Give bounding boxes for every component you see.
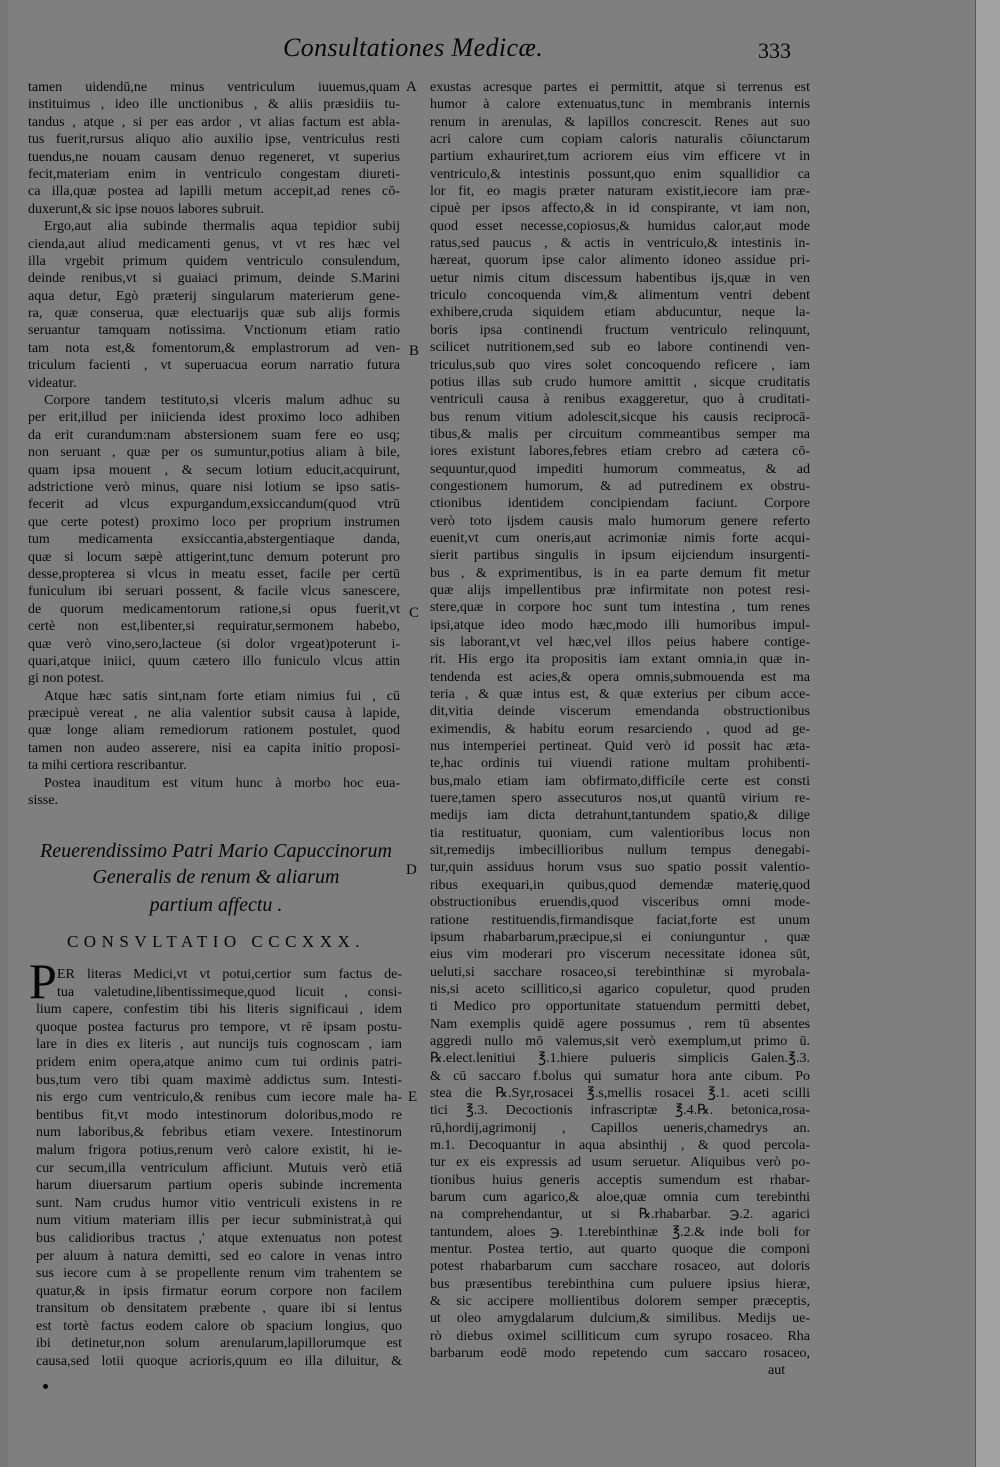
text-line: illa vrgebit primum quidem ventriculo consulendum, — [28, 253, 400, 269]
text-line: bus calidioribus tractus ,' atque extenuatus non potest — [36, 1230, 402, 1246]
text-line: potius illas sub crudo humore amittit , sicque cruditatis — [430, 374, 810, 390]
text-line: ribus exequari,in quibus,quod demendæ materię,quod — [430, 877, 810, 893]
text-line: ratus,sed paucus , & actis in ventriculo,& intestinis in- — [430, 236, 810, 252]
text-line: congestionem humorum, & ad putredinem ex obstru- — [430, 478, 810, 494]
text-line: rū,hordij,agrimonij , Capillos ueneris,chamedrys an. — [430, 1120, 810, 1136]
text-line: nus intemperiei pertineat. Quid verò id possit hac æta- — [430, 739, 810, 755]
text-line: partium exhauriret,tum acriorem eius vim efficere vt in — [430, 149, 810, 165]
text-line: ueluti,si sacchare rosaceo,si terebinthinæ si myrobala- — [430, 964, 810, 980]
text-line: barbarum eodē modo repetendo cum saccaro rosaceo, — [430, 1346, 810, 1362]
text-line: acri calore cum copiam caloris naturalis cōiunctarum — [430, 132, 810, 148]
text-line: bus renum vitium adolescit,sicque his causis reciprocā- — [430, 409, 810, 425]
text-line: gi non potest. — [28, 671, 104, 687]
page-number: 333 — [758, 38, 791, 63]
margin-letter-d: D — [406, 862, 417, 878]
text-line: malum frigora potius,renum verò calore existit, hi ie- — [36, 1142, 402, 1158]
text-line: exhibere,cruda siquidem etiam abducuntur, neque la- — [430, 305, 810, 321]
dedication-line: Reuerendissimo Patri Mario Capuccinorum — [39, 840, 392, 862]
text-line: sus iecore cum à se propellente renum vim trahentem se — [36, 1266, 402, 1282]
text-line: & cū saccaro f.bolus qui sumatur hora ante cibum. Po — [430, 1068, 810, 1084]
text-line: tionibus huius generis acceptis sumendum est rhabar- — [430, 1172, 810, 1188]
text-line: sit,remedijs imbecillioribus nullum tempus denegabi- — [430, 843, 810, 859]
letter-body — [36, 966, 402, 1371]
text-line: quatur,& in ipsis firmatur eorum corpore non facilem — [36, 1283, 402, 1299]
text-line: seruantur tamquam notissima. Vnctionum etiam ratio — [28, 323, 400, 339]
text-line: quæ alijs impellentibus præ infirmitate non potest resi- — [430, 582, 810, 598]
catchword: aut — [768, 1363, 786, 1378]
text-line: bus,malo etiam iam obfirmato,difficile certe est consti — [430, 773, 810, 789]
text-line: duxerunt,& sic ipse nouos labores subruit. — [28, 201, 265, 217]
text-line: instituimus , ideo ille unctionibus , & aliis præsidiis tu- — [28, 97, 400, 113]
text-line: adstrictione verò minus, quare nisi lotium se ipso satis- — [28, 479, 400, 495]
text-line: Atque hæc satis sint,nam forte etiam nimius fui , cū — [44, 688, 400, 704]
text-line: tus fuerit,rursus aliquo alio auxilio ipse, ventriculus resti — [28, 132, 400, 148]
text-line: ER literas Medici,vt vt potui,certior sum factus de- — [57, 967, 402, 982]
text-line: num laboribus,& febribus etiam vexere. Intestinorum — [36, 1125, 402, 1141]
text-line: est tortè factus eodem calore ob spacium longius, quo — [36, 1318, 402, 1334]
text-line: quæ si locum sæpè attigerint,tunc demum poterunt pro — [28, 549, 400, 565]
text-line: sierit partibus singulis in ipsum eijciendum insurgenti- — [430, 548, 810, 564]
text-line: te,hac ordinis tui viuendi ratione multam prohibenti- — [430, 756, 810, 772]
text-line: Postea inauditum est vitum hunc à morbo hoc eua- — [44, 775, 400, 791]
text-line: cur secum,illa ventriculum afficiunt. Mutuis verò etiā — [36, 1160, 402, 1176]
text-line: tur ex eis expressis ad usum seruetur. Aliquibus verò po- — [430, 1155, 810, 1171]
text-line: da erit curandum:nam abstersionem suam fere eo usq; — [28, 427, 400, 443]
text-line: per aluum à natura demitti, sed eo calore in venas intro — [36, 1248, 402, 1264]
text-line: tici ℥.3. Decoctionis infrascriptæ ℥.4.℞. betonica,rosa- — [430, 1103, 810, 1119]
text-line: ctionibus identidem concipiendam faciunt. Corpore — [430, 496, 810, 512]
text-line: triculus,sub quo vires solet concoquendo reficere , iam — [430, 357, 810, 373]
text-line: ipsi,atque ideo modo hæc,modo illi humoribus impul- — [430, 617, 810, 633]
text-line: exustas acresque partes ei permittit, atque si terrenus est — [430, 80, 810, 95]
text-line: tamen uidendū,ne minus ventriculum iuuemus,quam — [28, 80, 400, 95]
text-line: præcipuè vereat , ne alia valentior subsit causa à lapide, — [28, 706, 400, 722]
running-title: Consultationes Medicæ. — [283, 33, 544, 62]
text-line: de quorum medicamentorum ratione,si opus fuerit,vt — [28, 601, 400, 617]
text-line: nis,si aceto scillitico,si agarico copuletur, quod pruden — [430, 981, 810, 997]
text-line: teria , & quæ intus est, & quæ exterius per cibum acce- — [430, 687, 810, 703]
text-line: bus,tum vero tibi quam maximè addictus sum. Intesti- — [36, 1072, 402, 1088]
text-line: verò toto ijsdem causis malo humorum genere referto — [430, 513, 810, 529]
text-line: ventriculi causa à renibus exaggeretur, quo à cruditati- — [430, 392, 810, 408]
text-line: ta mihi certiora rescribantur. — [28, 758, 187, 774]
text-line: tibus,& malis per circuitum commeantibus semper ma — [430, 426, 810, 442]
text-line: deinde renibus,vt si guaiaci primum, deinde S.Marini — [28, 271, 400, 287]
text-line: Ergo,aut alia subinde thermalis aqua tepidior subij — [44, 219, 400, 235]
text-line: num vitium materiam illis per iecur subministrat,à qui — [36, 1213, 402, 1229]
text-line: m.1. Decoquantur in aqua absinthij , & quod percola- — [430, 1137, 810, 1153]
text-line: fecit,materiam enim in ventriculo congestam diureti- — [28, 166, 400, 182]
text-line: tur,quin assiduus horum vsus suo spatio possit valentio- — [430, 860, 810, 876]
text-line: pridem enim opera,atque animo cum tui ordinis patri- — [36, 1054, 402, 1070]
consultation-title: CONSVLTATIO CCCXXX. — [66, 932, 366, 951]
text-line: tam nota est,& fomentorum,& emplastrorum ad ven- — [28, 340, 400, 356]
text-line: obstructionibus eruendis,quod visceribus omni mode- — [430, 895, 810, 911]
text-line: eius vim moderari pro viscerum necessitate idonea sūt, — [430, 947, 810, 963]
text-line: harum diuersarum partium operis subinde incrementa — [36, 1178, 402, 1194]
text-line: scilicet nutritionem,sed sub eo labore continendi ven- — [430, 340, 810, 356]
page-gutter-shadow — [0, 0, 8, 1467]
text-line: ℞.elect.lenitiui ℥.1.hiere pulueris simplicis Galen.℥.3. — [430, 1051, 810, 1067]
text-line: sisse. — [28, 793, 58, 809]
text-line: hæreat, quorum ipse calor alimento idoneo assidue pri- — [430, 253, 810, 269]
text-line: triculo concoquenda vim,& alimentum ventri debent — [430, 288, 810, 304]
text-line: lium capere, confestim tibi his literis significaui , idem — [36, 1002, 402, 1018]
text-line: ratione restituendis,firmandisque faciat,forte est unum — [430, 912, 810, 928]
text-line: tuendus,ne nouam causam denuo regeneret, vt superius — [28, 149, 400, 165]
text-line: fecerit ad vlcus expurgandum,exsiccandum(quod vtrū — [28, 497, 400, 513]
text-line: Nam exemplis quidē agere possumus , rem tū absentes — [430, 1016, 810, 1032]
text-line: bentibus fit,vt modo intestinorum doloribus,modo re — [36, 1107, 402, 1123]
text-line: transitum ob densitatem præbente , quare ibi si lentus — [36, 1301, 402, 1317]
text-line: sequuntur,quod impediti humorum commeatus, & ad — [430, 461, 810, 477]
text-line: eximendis, & habitu eorum resarciendo , quod ad ge- — [430, 721, 810, 737]
text-line: quoque postea facturus pro tempore, vt rē ipsam postu- — [36, 1019, 402, 1035]
dedication-line: Generalis de renum & aliarum — [92, 866, 340, 888]
text-line: certè non est,libenter,si requiratur,sermonem habebo, — [28, 619, 400, 635]
signature-mark — [43, 1384, 48, 1389]
left-column — [28, 79, 400, 809]
margin-letter-a: A — [406, 79, 417, 95]
page-edge — [975, 0, 1000, 1467]
text-line: Corpore tandem testituto,si vlceris malum adhuc su — [44, 393, 400, 409]
text-line: que certe potest) proximo loco per proprium instrumen — [28, 514, 400, 530]
text-line: sis laborant,vt vel hæc,vel illos peius habere contige- — [430, 635, 810, 650]
text-line: rò diebus oximel scilliticum cum syrupo rosaceo. Rha — [430, 1328, 810, 1344]
margin-letter-b: B — [409, 343, 420, 359]
text-line: lor fit, eo magis præter naturam existit,iecore iam præ- — [430, 184, 810, 200]
text-line: lare in dies ex literis , aut nuncijs tuis cognoscam , iam — [36, 1037, 402, 1053]
text-line: na comprehendantur, ut si ℞.rhabarbar. ℈.2. agarici — [430, 1207, 810, 1223]
text-line: tantundem, aloes ℈. 1.terebinthinæ ℥.2.& inde boli for — [430, 1224, 810, 1240]
text-line: bus , & exprimentibus, is in ea parte demum fit metur — [430, 565, 810, 581]
dedication-line: partium affectu . — [149, 894, 283, 916]
text-line: ra, quæ conserua, quæ electuarijs quæ sub alijs formis — [28, 306, 400, 322]
text-line: tendenda est acies,& opera omnis,submouenda est ma — [430, 669, 810, 685]
text-line: ventriculo,& intestinis possunt,quo enim squallidior ca — [430, 166, 810, 182]
text-line: triculum facienti , vt superuacua eorum narratio futura — [28, 358, 400, 374]
text-line: ca illa,quæ postea ad lapilli metum accepit,ad renes cō- — [28, 184, 400, 200]
text-line: tandus , atque , si per eas ardor , vt alias factum est abla- — [28, 114, 400, 130]
text-line: nis ergo cum ventriculo,& renibus cum iecore male ha- — [36, 1090, 402, 1106]
text-line: bus præsentibus terebinthina cum puluere ipsius hieræ, — [430, 1276, 810, 1292]
text-line: funiculum ibi seruari possent, & facile vlcus sanescere, — [28, 584, 400, 600]
text-line: ut oleo amygdalarum dulcium,& similibus. Medijs ue- — [430, 1311, 810, 1327]
text-line: quæ verò vino,sero,lacteue (si dolor vrgeat)poterunt i- — [28, 636, 400, 652]
text-line: per erit,illud per iniicienda idest proximo loco adhiben — [28, 410, 400, 426]
text-line: rit. His ergo ita propositis iam extant omnia,in quæ in- — [430, 652, 810, 668]
text-line: humor à calore extenuatus,tunc in membranis internis — [430, 97, 810, 113]
text-line: renum in arenulas, & lapillos concrescit. Renes aut suo — [430, 114, 810, 130]
text-line: tua valetudine,libentissimeque,quod licuit , consi- — [57, 984, 402, 1000]
text-line: potest rhabarbarum cum sacchare rosaceo, aut doloris — [430, 1259, 810, 1275]
text-line: tia restituatur, quoniam, cum valentioribus locus non — [430, 825, 810, 841]
text-line: tamen non audeo asserere, nisi ea capita initio proposi- — [28, 740, 400, 756]
text-line: boris ipsa continendi fructum ventriculo relinquunt, — [430, 322, 810, 338]
text-line: cienda,aut aliud medicamenti genus, vt vt res hæc vel — [28, 236, 400, 252]
text-line: euenit,vt cum oneris,aut acrimoniæ nimis forte acqui- — [430, 530, 810, 546]
text-line: causa,sed lotii quoque acrioris,quum eo illa diluitur, & — [36, 1354, 402, 1370]
text-line: quam ipsa mouent , & secum lotium educit,acquirunt, — [28, 462, 400, 478]
text-line: quæ longe aliam remediorum rationem postulet, quod — [28, 723, 400, 739]
text-line: medijs iam dicta detrahunt,tantundem spatio,& dilige — [430, 808, 810, 824]
text-line: & sic accipere mollientibus dolorem semper præceptis, — [430, 1294, 810, 1310]
text-line: mentur. Postea tertio, aut quarto quoque die componi — [430, 1242, 810, 1258]
text-line: quod esset necesse,copiosus,& humidus calor,aut mode — [430, 218, 810, 234]
text-line: non seruant , quæ per os sumuntur,potius aliam à bile, — [28, 445, 400, 461]
drop-cap: P — [29, 953, 57, 1009]
margin-letter-e: E — [408, 1089, 418, 1105]
text-line: dit,vitia deinde viscerum emendanda obstructionibus — [430, 704, 810, 720]
text-line: ibi detinetur,non solum arenularum,lapillorumque est — [36, 1336, 402, 1352]
text-line: ipsum rhabarbarum,præcipue,si ei coniunguntur , quæ — [430, 929, 810, 945]
text-line: cipuè per ipsos affecto,& in id conspirante, vt iam non, — [430, 201, 810, 217]
text-line: desse,propterea si vlcus in meatu esset, facile per certū — [28, 566, 400, 582]
right-column — [430, 79, 810, 1362]
text-line: iores existunt labores,febres etiam crebro ad cætera cō- — [430, 444, 810, 460]
text-line: ti Medico pro opportunitate statuendum permitti debet, — [430, 999, 810, 1015]
text-line: uetur nimis citum discessum habentibus ijs,quæ in ven — [430, 270, 810, 286]
text-line: videatur. — [28, 375, 77, 391]
text-line: tuere,tamen spero assecuturos nos,ut quantū virium re- — [430, 791, 810, 807]
text-line: quari,atque iniici, quum cætero illo funiculo vlcus attin — [28, 653, 400, 669]
text-line: stea die ℞.Syr,rosacei ℥.s,mellis rosacei ℥.1. aceti scilli — [430, 1085, 810, 1101]
margin-letter-c: C — [409, 605, 420, 621]
text-line: sunt. Nam crudus humor vitio ventriculi existens in re — [36, 1195, 402, 1211]
text-line: aqua detur, Egò præterij singularum materierum gene- — [28, 288, 400, 304]
text-line: tum medicamenta exsiccantia,abstergentiaque danda, — [28, 532, 400, 548]
text-line: aggredi nullo mō valemus,sit verò exemplum,ut primo ū. — [430, 1033, 810, 1049]
text-line: stere,quæ in corpore hoc sunt tum intestina , tum renes — [430, 600, 810, 616]
text-line: barum cum agarico,& aloe,quæ omnia cum terebinthi — [430, 1190, 810, 1205]
